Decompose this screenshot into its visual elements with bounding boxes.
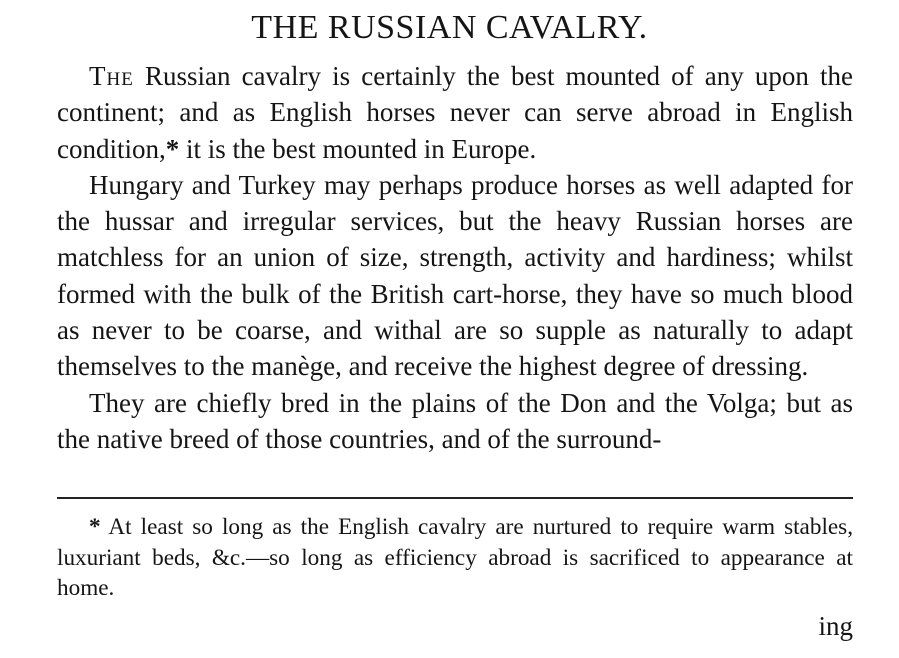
page-title: THE RUSSIAN CAVALRY. <box>251 9 648 46</box>
body-text <box>57 58 853 457</box>
footnote-reference-marker: * <box>165 133 180 164</box>
paragraph-1-text-after: it is the best mounted in Europe. <box>179 133 537 164</box>
catchword: ing <box>818 611 853 641</box>
footnote-marker: * <box>89 514 101 540</box>
footnote-divider-rule <box>57 497 853 499</box>
paragraph-3: They are chiefly bred in the plains of the Don and the Volga; but as the native breed of those countries, and of the surround- <box>57 387 853 454</box>
paragraph-1-lead-word: The <box>89 61 134 91</box>
paragraph-1 <box>57 58 853 167</box>
paragraph-2: Hungary and Turkey may perhaps produce horses as well adapted for the hussar and irregular services, but the heavy Russian horses are matchless for an union of size, strength, activity and hardiness; whilst formed with the bulk of the British cart-horse, they have so much blood as never to be coarse, and withal are so supple as naturally to adapt themselves to the manège, and receive the highest degree of dressing. <box>57 169 853 382</box>
footnote <box>57 512 853 604</box>
footnote-text: At least so long as the English cavalry are nurtured to require warm stables, luxuriant beds, &c.—so long as efficiency abroad is sacrificed to appearance at home. <box>57 514 853 601</box>
paragraph-1-text: Russian cavalry is certainly the best mounted of any upon the continent; and as English horses never can serve abroad in English condition, <box>57 61 853 164</box>
